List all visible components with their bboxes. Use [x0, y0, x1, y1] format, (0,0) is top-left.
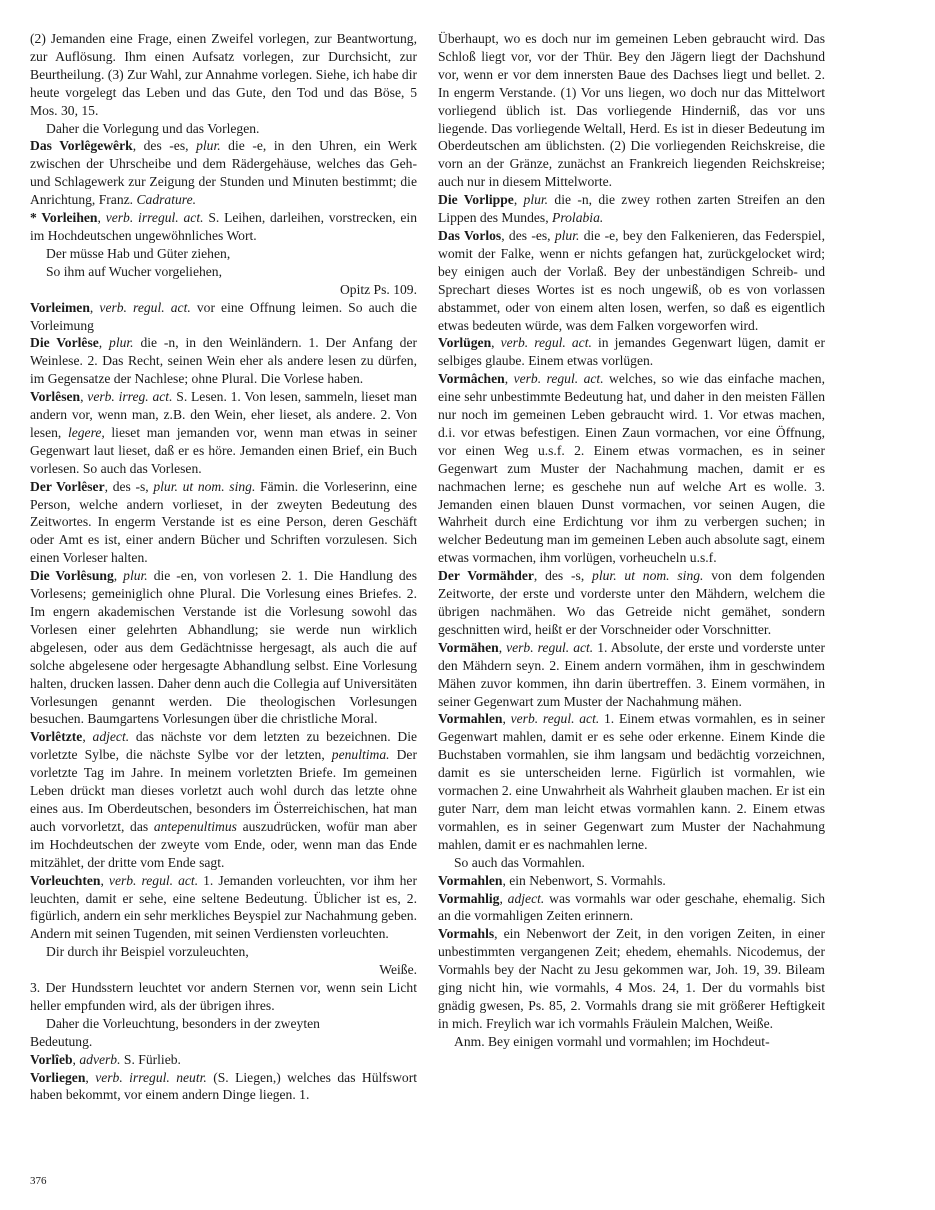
- entry-text: , ein Nebenwort, S. Vormahls.: [502, 872, 666, 888]
- entry-text: , des -es,: [132, 138, 197, 154]
- italic-text: adverb.: [79, 1051, 121, 1067]
- verse-line: [30, 1015, 417, 1033]
- dictionary-entry: [30, 1051, 417, 1069]
- headword: Vormähen: [438, 639, 499, 655]
- headword: Vorleuchten: [30, 872, 101, 888]
- headword: Vorlîeb: [30, 1051, 73, 1067]
- italic-text: plur.: [554, 227, 580, 243]
- italic-text: adject.: [507, 890, 545, 906]
- entry-text: , des -s,: [104, 478, 154, 494]
- italic-text: plur.: [523, 192, 549, 208]
- italic-text: verb. regul. act.: [99, 299, 191, 315]
- entry-text: S. Leihen, darleihen, vorstrecken, ein im Hochdeutschen ungewöhnliches Wort.: [30, 210, 417, 243]
- entry-text: vor eine Offnung leimen. So auch die Vorleimung: [30, 299, 417, 333]
- italic-text: verb. irreg. act.: [87, 389, 173, 405]
- dictionary-entry: [438, 639, 825, 711]
- indented-paragraph: [438, 854, 825, 872]
- entry-text: Anm. Bey einigen vormahl und vormahlen; im Hochdeut-: [454, 1033, 770, 1049]
- headword: Vorliegen: [30, 1069, 86, 1085]
- italic-text: antepenultimus: [153, 818, 237, 834]
- entry-text: So ihm auf Wucher vorgeliehen,: [46, 263, 223, 279]
- dictionary-entry: [438, 567, 825, 639]
- entry-text: So auch das Vormahlen.: [454, 854, 585, 870]
- entry-text: , ein Nebenwort der Zeit, in den vorigen Zeiten, in einer unbestimmten vergangenen Zeit; ehedem, ehemahls. Nicodemus, der Vormahls bey der Nacht zu Jesu gekommen war, Joh. 19, 39. Bileam ging nicht hin, wie vormahls, 4 Mos. 24, 1. Der du vormahls bist gnädig gwesen, Ps. 85, 2. Vormahls drang sie mit größerer Heftigkeit in mich. Freylich war ich vormahls Fräulein Malchen, Weiße.: [438, 926, 825, 1031]
- headword: Vormahls: [438, 926, 495, 942]
- entry-text: ,: [491, 335, 501, 351]
- headword: Vormahlig: [438, 890, 500, 906]
- verse-line: [30, 943, 417, 961]
- italic-text: verb. regul. act.: [510, 711, 600, 727]
- verse-line: [30, 263, 417, 281]
- headword: Vorlügen: [438, 335, 492, 351]
- dictionary-entry: [438, 30, 825, 191]
- dictionary-entry: [438, 872, 825, 890]
- headword: Vorlêsen: [30, 389, 81, 405]
- dictionary-entry: [30, 478, 417, 568]
- italic-text: plur. ut nom. sing.: [153, 478, 256, 494]
- entry-text: Bedeutung.: [30, 1033, 93, 1049]
- italic-text: plur. ut nom. sing.: [592, 568, 704, 584]
- headword: Das Vorlêgewêrk: [30, 138, 133, 154]
- entry-text: 1. Jemanden vorleuchten, vor ihm her leuchten, damit er sehe, eine seltene Bedeutung. Üblicher ist es, 2. figürlich, andern ein sehr merkliches Beyspiel zur Nachahmung geben. Andern mit seinen Tugenden, mit seinen Verdiensten vorleuchten.: [30, 872, 417, 942]
- entry-text: Der müsse Hab und Güter ziehen,: [46, 245, 231, 261]
- entry-text: Der vorletzte Tag im Jahre. In meinem vorletzten Briefe. Im gemeinen Leben drückt man dieses vorletzt auch wohl durch das letzte ohne eines aus. Im Oberdeutschen, besonders im Österreichischen, hat man auch vorvorletzt, das: [30, 747, 417, 834]
- dictionary-entry: [30, 209, 417, 245]
- entry-text: ,: [80, 389, 88, 405]
- italic-text: legere,: [67, 424, 105, 440]
- italic-text: verb. regul. act.: [108, 872, 199, 888]
- entry-text: (2) Jemanden eine Frage, einen Zweifel vorlegen, zur Beantwortung, zur Auflösung. Ihm einen Aufsatz vorlegen, zur Durchsicht, zur Beurtheilung. (3) Zur Wahl, zur Annahme vorlegen. Siehe, ich habe dir heute vorgelegt das Leben und das Gute, den Tod und das Böse, 5 Mos. 30, 15.: [30, 31, 417, 118]
- dictionary-entry: [30, 137, 417, 209]
- verse-source: [30, 281, 417, 299]
- italic-text: plur.: [109, 335, 134, 351]
- dictionary-entry: [438, 925, 825, 1032]
- entry-text: ,: [504, 371, 514, 387]
- right-column: [438, 30, 825, 1051]
- entry-text: das nächste vor dem letzten zu bezeichnen. Die vorletzte Sylbe, die nächste Sylbe vor der letzten,: [30, 729, 418, 763]
- verse-source: [30, 961, 417, 979]
- entry-text: S. Lesen. 1. Von lesen, sammeln, lieset man andern vor, wenn man, z.B. den Wein, eher lieset, als andere. 2. Von lesen,: [30, 389, 418, 440]
- entry-text: Opitz Ps. 109.: [339, 281, 417, 297]
- entry-text: die -n, in den Weinländern. 1. Der Anfang der Weinlese. 2. Das Recht, seinen Wein eher als andere lesen zu dürfen, im Gegensatze der Nachlese; ohne Plural. Die Vorlese haben.: [30, 335, 417, 387]
- dictionary-entry: [30, 1069, 417, 1105]
- entry-text: die -en, von vorlesen 2. 1. Die Handlung des Vorlesens; gemeiniglich ohne Plural. Die Vorlesung eines Briefes. 2. Im engern akademischen Verstande ist die Vorlesung sowohl das Vorlesen einer gelehrten Abhandlung; sie werde nun wirklich abgelesen, oder aus dem Gedächtnisse hergesagt, als auch die auf solche abgelesene oder hergesagte Abhandlung selbst. Eine Vorlesung halten, drucken lassen. Daher denn auch die Collegia auf Universitäten Vorlesungen genannt werden. Die theologischen Vorlesungen besuchen. Baumgartens Vorlesungen über die christliche Moral.: [30, 568, 417, 727]
- entry-text: (S. Liegen,) welches das Hülfswort haben bekommt, vor einem andern Dinge liegen. 1.: [30, 1069, 418, 1103]
- dictionary-entry: [30, 567, 417, 728]
- entry-text: ,: [72, 1051, 80, 1067]
- dictionary-entry: [30, 388, 417, 478]
- entry-text: Überhaupt, wo es doch nur im gemeinen Leben gebraucht wird. Das Schloß liegt vor, vor der Thür. Bey den Jägern liegt der Dachshund vor, wenn er vor dem innersten Baue des Dachses liegt und bellet. 2. In engerm Verstande. (1) Vor uns liegen, wo doch nur das Mittelwort vorliegend üblich ist. Das vorliegende Hinderniß, das vor uns liegende. Das vorliegende Weltall, Herd. Es ist in dieser Bedeutung im Oberdeutschen am üblichsten. (2) Die vorliegenden Reichskreise, die vorn an der Gränze, zunächst an Frankreich liegenden Reichskreise; auch nur in diesem Mittelworte.: [438, 31, 825, 190]
- entry-text: S. Fürlieb.: [120, 1051, 181, 1067]
- entry-text: ,: [98, 335, 110, 351]
- dictionary-entry: [30, 728, 417, 871]
- entry-text: 1. Absolute, der erste und vorderste unter den Mähdern seyn. 2. Einem andern vormähen, ihm in geschwindem Mähen zuvor kommen, ihn darin übertreffen. 3. Einem vormähen, in seiner Gegenwart zum Muster der Nachahmung mähen.: [438, 639, 825, 709]
- entry-text: was vormahls war oder geschahe, ehemalig. Sich an die vormahligen Zeiten erinnern.: [438, 890, 825, 924]
- dictionary-entry: [30, 979, 417, 1015]
- entry-text: auszudrücken, wofür man aber im Hochdeutschen der zweyte vom Ende, oder, wenn man das Ende mitzählet, der dritte vom Ende sagt.: [30, 818, 418, 870]
- dictionary-entry: [30, 334, 417, 388]
- headword: Der Vorlêser: [30, 478, 105, 494]
- entry-text: ,: [502, 711, 511, 727]
- entry-text: 3. Der Hundsstern leuchtet vor andern Sternen vor, wenn sein Licht heller empfunden wird, als der übrigen ihres.: [30, 980, 417, 1013]
- headword: Vormahlen: [438, 872, 503, 888]
- dictionary-entry: [30, 30, 417, 120]
- entry-text: , des -s,: [533, 568, 593, 584]
- entry-text: Dir durch ihr Beispiel vorzuleuchten,: [46, 944, 249, 960]
- entry-text: ,: [85, 1069, 96, 1085]
- dictionary-entry: [30, 872, 417, 944]
- page-number: 376: [30, 1175, 47, 1187]
- headword: Das Vorlos: [438, 227, 502, 243]
- entry-text: Daher die Vorleuchtung, besonders in der zweyten: [46, 1015, 320, 1031]
- verse-line: [30, 245, 417, 263]
- italic-text: Cadrature.: [136, 192, 197, 208]
- entry-text: , des -es,: [501, 227, 555, 243]
- entry-text: ,: [82, 729, 93, 745]
- entry-text: lieset man jemanden vor, wenn man etwas in seiner Gegenwart laut lieset, daß er es höre. Jemanden einen Brief, ein Buch vorlesen. So auch das Vorlesen.: [30, 424, 417, 476]
- italic-text: verb. regul. act.: [513, 371, 604, 387]
- italic-text: verb. regul. act.: [506, 639, 594, 655]
- headword: Vorleimen: [30, 299, 90, 315]
- dictionary-entry: [438, 334, 825, 370]
- entry-text: ,: [513, 192, 524, 208]
- headword: * Vorleihen: [30, 210, 98, 226]
- indented-paragraph: [30, 120, 417, 138]
- italic-text: verb. irregul. act.: [105, 210, 204, 226]
- entry-text: die -n, die zwey rothen zarten Streifen an den Lippen des Mundes,: [438, 192, 825, 226]
- entry-text: ,: [498, 639, 507, 655]
- entry-text: von dem folgenden Zeitworte, der erste und vorderste unter den Mähdern, welchem die übrigen nachmähen. Wo das Getreide nicht gemähet, sondern geschnitten wird, heißt er der Vorschneider oder Vorschnitter.: [438, 568, 825, 637]
- entry-text: die -e, in den Uhren, ein Werk zwischen der Uhrscheibe und dem Rädergehäuse, welches das Geh- und Schlagewerk zur Zeigung der Stunden und Minuten bestimmt; die Anrichtung, Franz.: [30, 138, 418, 208]
- dictionary-entry: [438, 191, 825, 227]
- entry-text: ,: [499, 890, 508, 906]
- entry-text: 1. Einem etwas vormahlen, es in seiner Gegenwart mahlen, damit er es sehe oder erkenne. Einem Kinde die Buchstaben vormahlen, sie ihm langsam und bedächtig vorzeichnen, damit es sie unterscheiden lerne. Figürlich ist vormahlen, wie vormachen 2. eine Unwahrheit als Wahrheit glauben machen. Er ist ein guter Narr, dem man leicht etwas vormahlen kann. 2. Einem etwas vormahlen, es in seiner Gegenwart zum Muster der Nachahmung mahlen, damit er es nachmahlen lerne.: [438, 711, 825, 852]
- entry-text: Fämin. die Vorleserinn, eine Person, welche andern vorlieset, in der zweyten Bedeutung des Zeitwortes. In engerm Verstande ist es eine Person, deren Geschäft oder Amt es ist, einer andern Bücher und Schriften vorzulesen. Sich einen Vorleser halten.: [30, 478, 417, 566]
- entry-text: Weiße.: [379, 962, 417, 978]
- entry-text: Daher die Vorlegung und das Vorlegen.: [46, 120, 260, 136]
- headword: Die Vorlêsung: [30, 568, 114, 584]
- headword: Vormâchen: [438, 371, 505, 387]
- headword: Die Vorlippe: [438, 192, 514, 208]
- italic-text: plur.: [123, 568, 148, 584]
- italic-text: penultima.: [331, 747, 390, 763]
- indented-paragraph: [438, 1033, 825, 1051]
- entry-text: in jemandes Gegenwart lügen, damit er selbiges glaube. Einem etwas vorlügen.: [438, 335, 825, 369]
- italic-text: Prolabia.: [552, 210, 604, 226]
- italic-text: verb. regul. act.: [500, 335, 592, 351]
- entry-text: ,: [113, 568, 124, 584]
- italic-text: verb. irregul. neutr.: [95, 1069, 207, 1085]
- entry-text: ,: [100, 872, 109, 888]
- italic-text: adject.: [92, 729, 130, 745]
- dictionary-entry: [438, 370, 825, 567]
- entry-text: ,: [97, 210, 106, 226]
- headword: Die Vorlêse: [30, 335, 99, 351]
- italic-text: plur.: [196, 138, 221, 154]
- dictionary-entry: [30, 1033, 417, 1051]
- entry-text: die -e, bey den Falkenieren, das Federspiel, womit der Falke, wenn er nichts gefangen hat, zurückgelocket wird; bey einigen auch der Vorlaß. Bey der unbeständigen Schreib- und Sprechart dieses Wortes ist es noch ungewiß, ob es von vorlassen abstammet, oder von einem alten losen, werfen, so daß es eigentlich etwas bedeuten würde, was dem Falken vorgeworfen wird.: [438, 227, 825, 333]
- entry-text: welches, so wie das einfache machen, eine sehr unbestimmte Bedeutung hat, und daher in den meisten Fällen nur noch im gemeinen Leben gebraucht wird. 1. Vor etwas machen, d.i. vor etwas befestigen. Einen Zaun vormachen, vor eine Öffnung, vor einen Weg u.s.f. 2. Einem etwas vormachen, es in seiner Gegenwart zum Muster der Nachahmung machen, damit er es nachmachen lerne; es geschehe nun auf welche Art es wolle. 3. Jemanden einen blauen Dunst vormachen, vor seinen Augen, die Wahrheit durch eine Erdichtung vor ihm zu verbergen suchen; in welcher Bedeutung man im gemeinen Leben auch absolute sagt, einem etwas vormachen, ihm vorlügen, vorheucheln u.s.f.: [438, 371, 825, 566]
- dictionary-entry: [438, 890, 825, 926]
- entry-text: ,: [89, 299, 100, 315]
- headword: Vorlêtzte: [30, 729, 83, 745]
- dictionary-entry: [438, 227, 825, 334]
- left-column: [30, 30, 417, 1104]
- headword: Der Vormähder: [438, 568, 534, 584]
- dictionary-entry: [30, 299, 417, 335]
- dictionary-entry: [438, 710, 825, 853]
- headword: Vormahlen: [438, 711, 503, 727]
